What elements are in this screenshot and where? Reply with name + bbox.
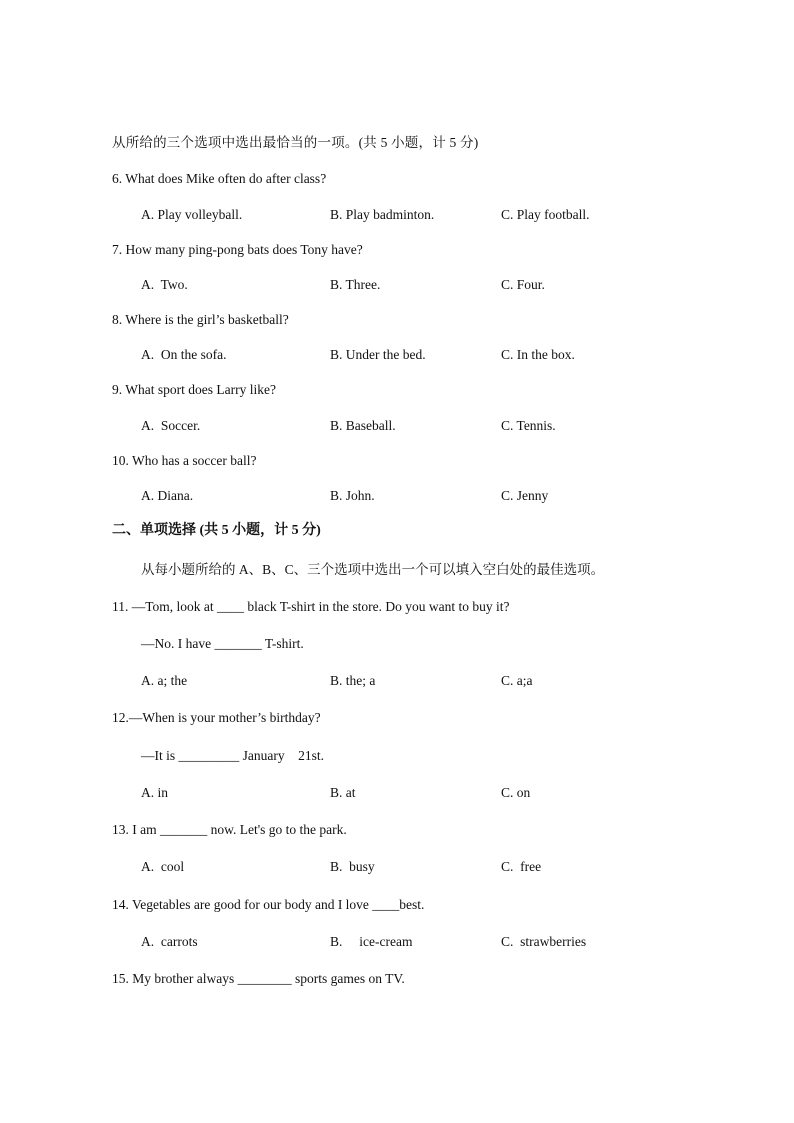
option-b: B. the; a <box>330 673 376 688</box>
option-a: A. in <box>141 785 168 800</box>
question-11-stem: 11. —Tom, look at ____ black T-shirt in the store. Do you want to buy it? <box>112 599 510 614</box>
option-c: C. Four. <box>501 277 545 292</box>
question-7-stem: 7. How many ping-pong bats does Tony have? <box>112 242 363 257</box>
option-b: B. Play badminton. <box>330 207 435 222</box>
option-b: B. at <box>330 785 356 800</box>
option-a: A. cool <box>141 859 185 874</box>
question-9-options <box>0 417 794 435</box>
option-c: C. on <box>501 785 531 800</box>
section2-heading: 二、单项选择 (共 5 小题，计 5 分) <box>112 523 321 538</box>
option-c: C. In the box. <box>501 347 575 362</box>
option-c: C. Play football. <box>501 207 590 222</box>
question-12-stem: 12.—When is your mother’s birthday? <box>112 710 321 725</box>
question-7-options <box>0 276 794 294</box>
option-b: B. Three. <box>330 277 381 292</box>
option-c: C. Tennis. <box>501 418 556 433</box>
option-c: C. strawberries <box>501 934 587 949</box>
option-b: B. ice-cream <box>330 934 413 949</box>
question-15-stem: 15. My brother always ________ sports games on TV. <box>112 971 405 986</box>
option-a: A. carrots <box>141 934 198 949</box>
question-12-reply: —It is _________ January 21st. <box>141 748 324 763</box>
option-a: A. Diana. <box>141 488 194 503</box>
option-a: A. On the sofa. <box>141 347 227 362</box>
section1-instruction: 从所给的三个选项中选出最恰当的一项。(共 5 小题，计 5 分) <box>112 135 479 150</box>
question-9-stem: 9. What sport does Larry like? <box>112 382 276 397</box>
option-b: B. John. <box>330 488 375 503</box>
question-10-options <box>0 487 794 505</box>
option-a: A. Two. <box>141 277 188 292</box>
section2-instruction: 从每小题所给的 A、B、C、三个选项中选出一个可以填入空白处的最佳选项。 <box>141 562 605 577</box>
question-10-stem: 10. Who has a soccer ball? <box>112 453 257 468</box>
question-8-stem: 8. Where is the girl’s basketball? <box>112 312 289 327</box>
option-c: C. free <box>501 859 542 874</box>
question-14-stem: 14. Vegetables are good for our body and I love ____best. <box>112 897 425 912</box>
option-c: C. a;a <box>501 673 533 688</box>
question-13-stem: 13. I am _______ now. Let's go to the park. <box>112 822 347 837</box>
question-8-options <box>0 346 794 364</box>
question-11-reply: —No. I have _______ T-shirt. <box>141 636 304 651</box>
question-14-options <box>0 933 794 951</box>
question-11-options <box>0 672 794 690</box>
question-12-options <box>0 784 794 802</box>
option-b: B. Baseball. <box>330 418 396 433</box>
option-b: B. Under the bed. <box>330 347 426 362</box>
option-a: A. a; the <box>141 673 188 688</box>
option-c: C. Jenny <box>501 488 549 503</box>
question-6-stem: 6. What does Mike often do after class? <box>112 171 327 186</box>
option-b: B. busy <box>330 859 375 874</box>
option-a: A. Soccer. <box>141 418 201 433</box>
question-13-options <box>0 858 794 876</box>
question-6-options <box>0 206 794 224</box>
option-a: A. Play volleyball. <box>141 207 243 222</box>
